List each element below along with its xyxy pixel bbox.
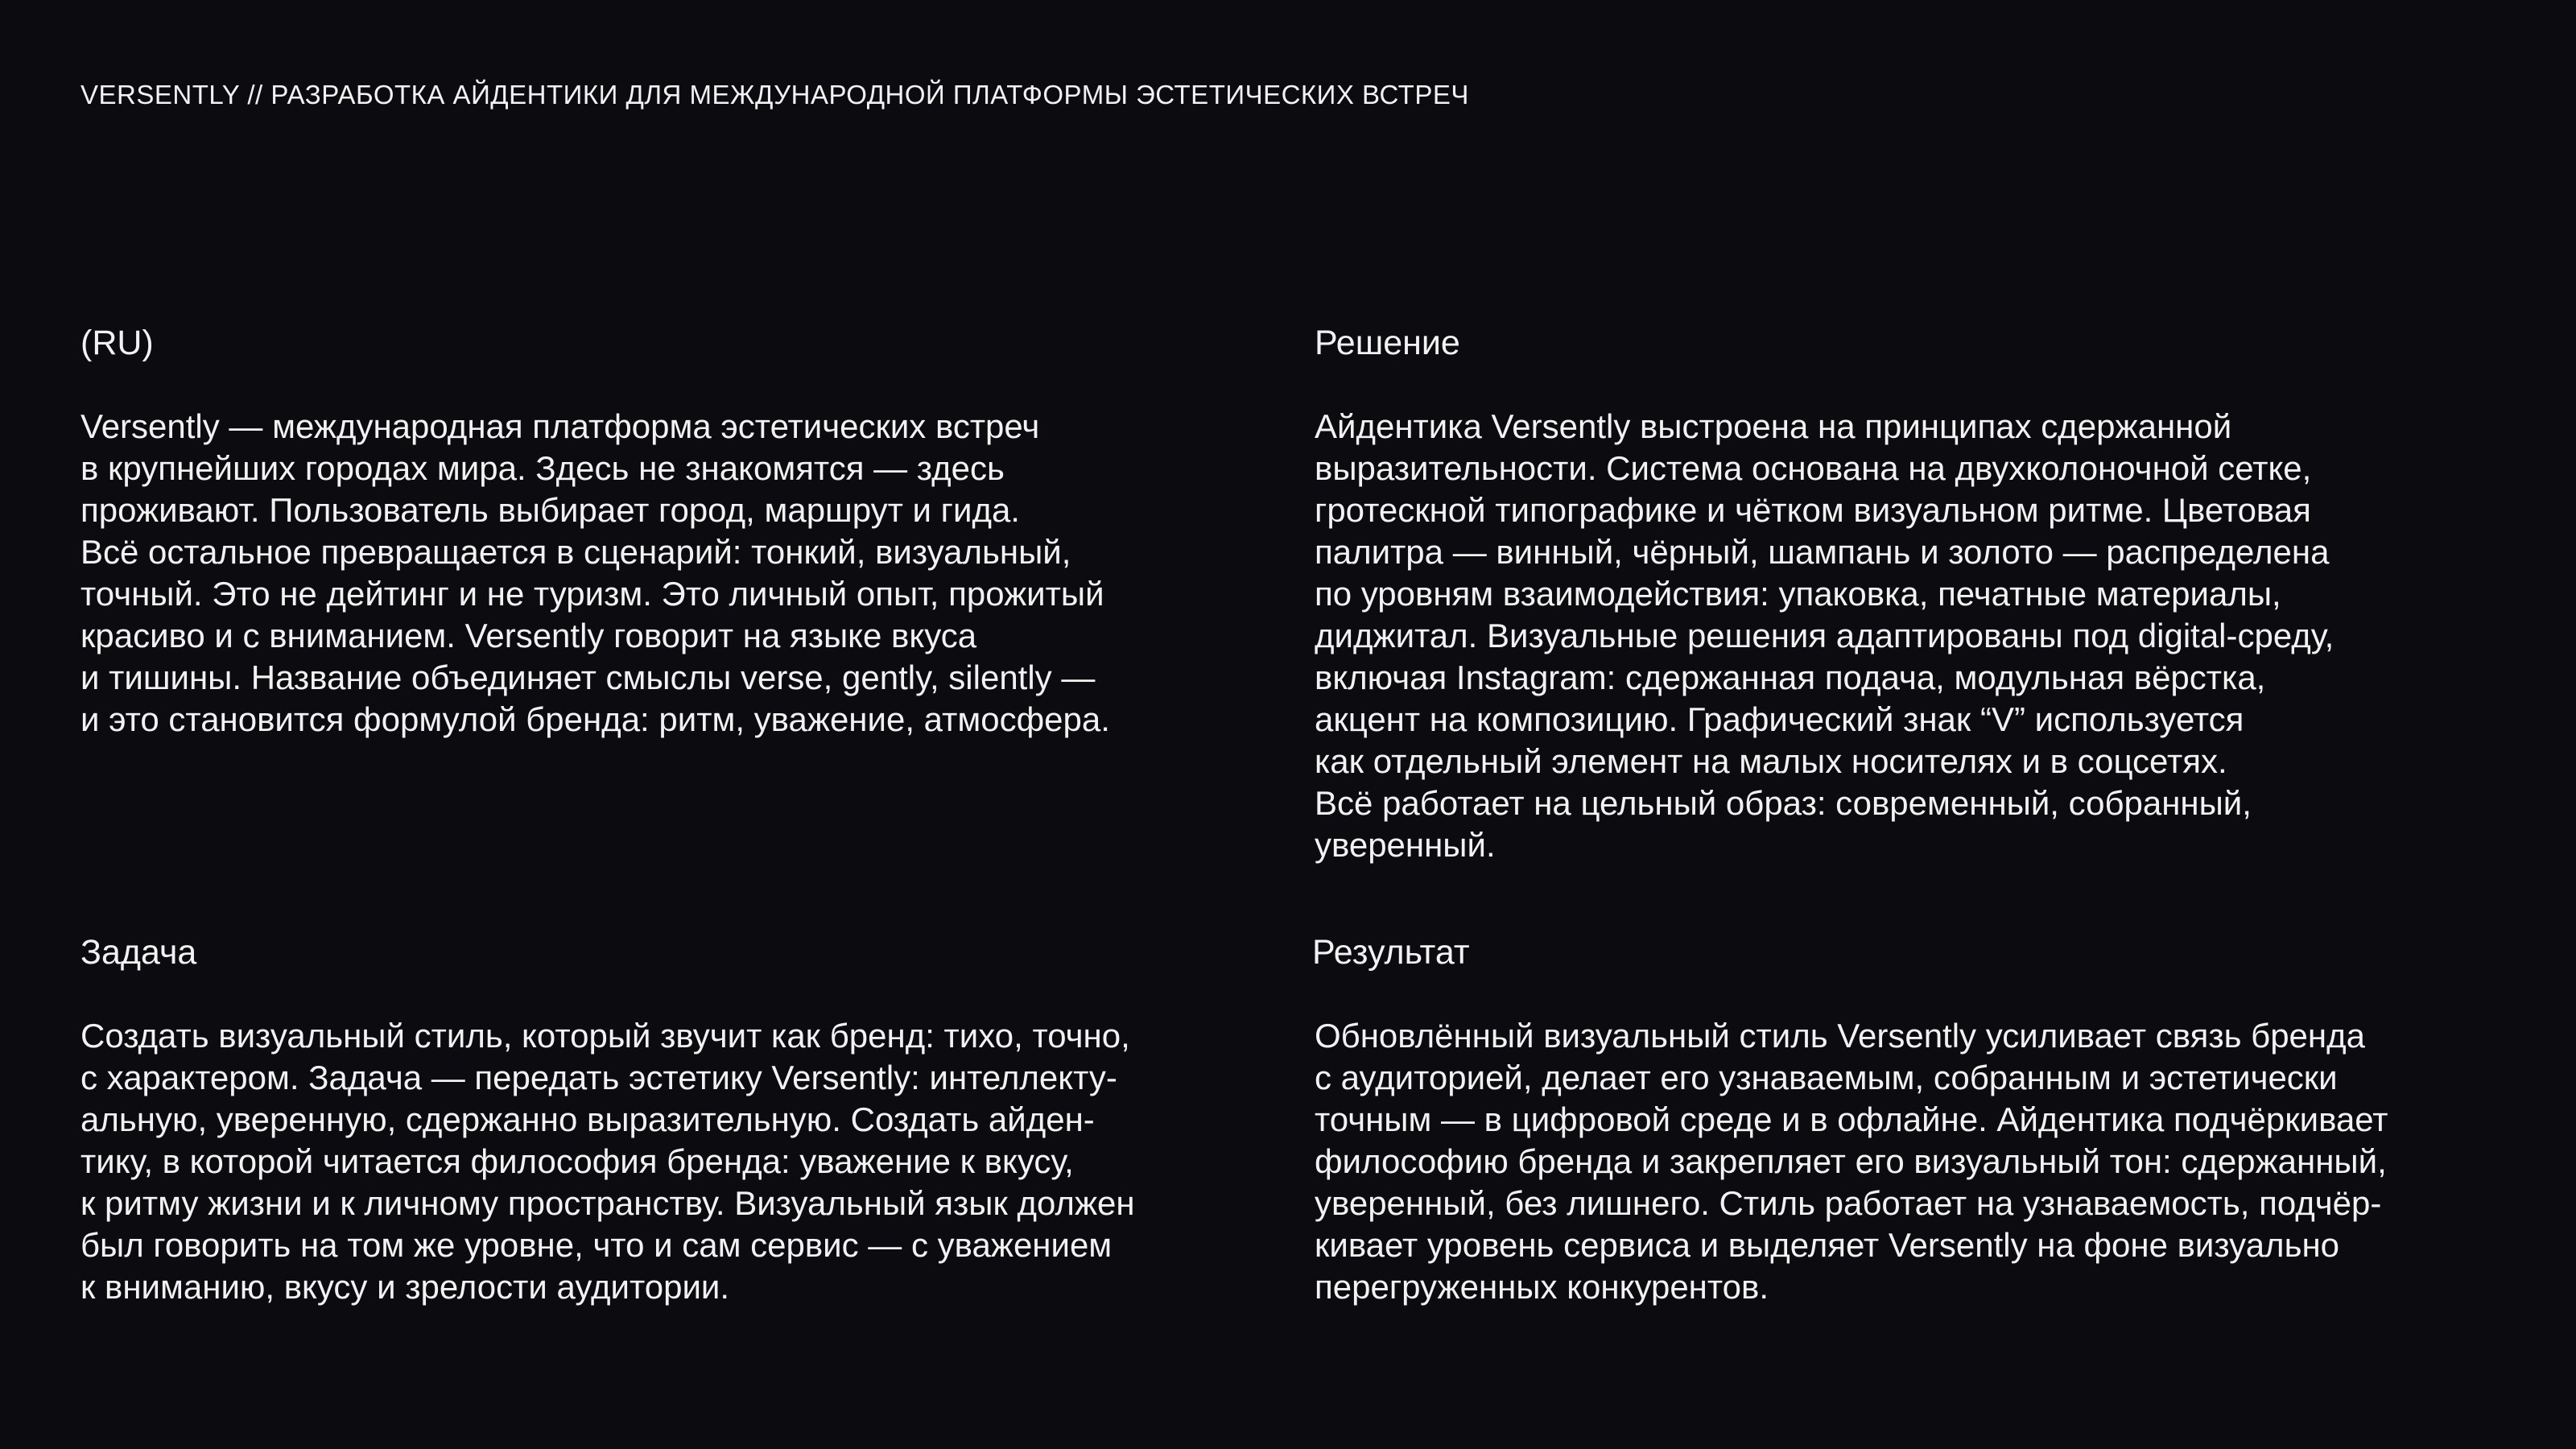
intro-line: в крупнейших городах мира. Здесь не знакомятся — здесь <box>80 449 1005 487</box>
result-body <box>1312 1015 2520 1308</box>
result-line: с аудиторией, делает его узнаваемым, собранным и эстетически <box>1315 1059 2338 1096</box>
task-section <box>80 931 1288 1308</box>
result-line: философию бренда и закрепляет его визуальный тон: сдержанный, <box>1315 1142 2387 1180</box>
solution-line: акцент на композицию. Графический знак “V” используется <box>1315 700 2244 738</box>
task-line: к вниманию, вкусу и зрелости аудитории. <box>80 1268 730 1306</box>
solution-heading: Решение <box>1315 324 1460 362</box>
solution-section <box>1315 322 2522 866</box>
intro-heading: (RU) <box>80 324 154 362</box>
intro-line: проживают. Пользователь выбирает город, маршрут и гида. <box>80 491 1020 529</box>
solution-body <box>1315 406 2522 866</box>
task-line: с характером. Задача — передать эстетику Versently: интеллекту- <box>80 1059 1117 1096</box>
task-line: к ритму жизни и к личному пространству. Визуальный язык должен <box>80 1184 1135 1222</box>
solution-line: уверенный. <box>1315 826 1496 864</box>
solution-line: как отдельный элемент на малых носителях и в соцсетях. <box>1315 742 2227 780</box>
solution-line: диджитал. Визуальные решения адаптированы под digital-среду, <box>1315 617 2334 654</box>
solution-line: Всё работает на цельный образ: современный, собранный, <box>1315 784 2252 822</box>
solution-line: выразительности. Система основана на двухколоночной сетке, <box>1315 449 2312 487</box>
solution-line: по уровням взаимодействия: упаковка, печатные материалы, <box>1315 575 2281 613</box>
result-line: уверенный, без лишнего. Стиль работает на узнаваемость, подчёр- <box>1315 1184 2382 1222</box>
page-title: VERSENTLY // РАЗРАБОТКА АЙДЕНТИКИ ДЛЯ МЕЖДУНАРОДНОЙ ПЛАТФОРМЫ ЭСТЕТИЧЕСКИХ ВСТРЕЧ <box>80 80 1469 109</box>
intro-line: точный. Это не дейтинг и не туризм. Это личный опыт, прожитый <box>80 575 1104 613</box>
intro-line: и тишины. Название объединяет смыслы verse, gently, silently — <box>80 658 1096 696</box>
result-heading: Результат <box>1312 933 1470 972</box>
result-line: перегруженных конкурентов. <box>1315 1268 1769 1306</box>
task-heading: Задача <box>80 933 197 972</box>
task-line: альную, уверенную, сдержанно выразительную. Создать айден- <box>80 1100 1095 1138</box>
solution-line: Айдентика Versently выстроена на принципах сдержанной <box>1315 407 2232 445</box>
intro-section <box>80 322 1288 741</box>
task-body <box>80 1015 1288 1308</box>
intro-line: и это становится формулой бренда: ритм, уважение, атмосфера. <box>80 700 1110 738</box>
result-line: точным — в цифровой среде и в офлайне. Айдентика подчёркивает <box>1315 1100 2388 1138</box>
task-line: тику, в которой читается философия бренда: уважение к вкусу, <box>80 1142 1074 1180</box>
result-line: кивает уровень сервиса и выделяет Versently на фоне визуально <box>1315 1226 2340 1264</box>
intro-body <box>80 406 1288 741</box>
intro-line: Versently — международная платформа эстетических встреч <box>80 407 1040 445</box>
solution-line: гротескной типографике и чётком визуальном ритме. Цветовая <box>1315 491 2311 529</box>
intro-line: красиво и с вниманием. Versently говорит на языке вкуса <box>80 617 977 654</box>
result-line: Обновлённый визуальный стиль Versently усиливает связь бренда <box>1315 1017 2365 1055</box>
task-line: был говорить на том же уровне, что и сам сервис — с уважением <box>80 1226 1113 1264</box>
intro-line: Всё остальное превращается в сценарий: тонкий, визуальный, <box>80 533 1071 571</box>
solution-line: палитра — винный, чёрный, шампань и золото — распределена <box>1315 533 2330 571</box>
result-section <box>1312 931 2520 1308</box>
solution-line: включая Instagram: сдержанная подача, модульная вёрстка, <box>1315 658 2266 696</box>
task-line: Создать визуальный стиль, который звучит как бренд: тихо, точно, <box>80 1017 1130 1055</box>
